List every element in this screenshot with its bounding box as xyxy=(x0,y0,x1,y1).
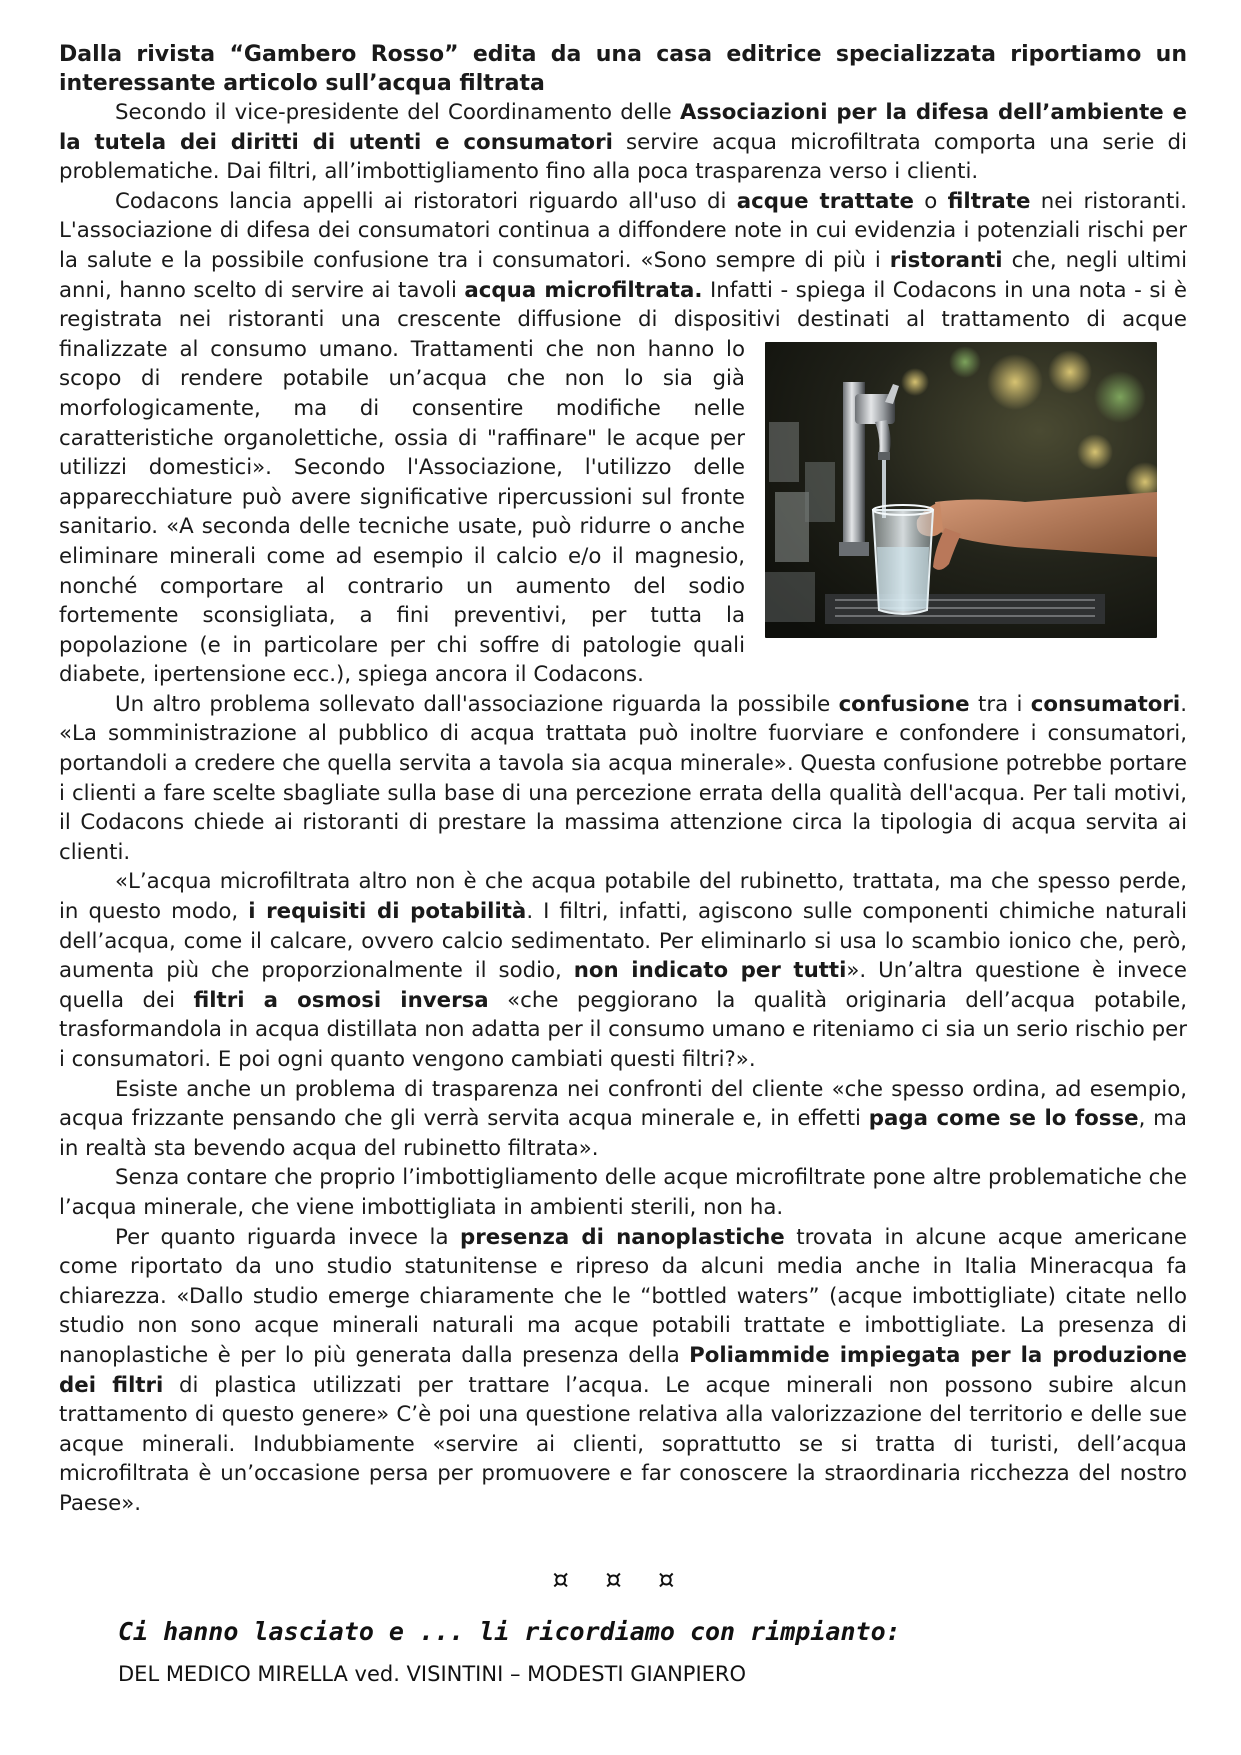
bold-emphasis: filtrate xyxy=(947,188,1031,214)
paragraph: Codacons lancia appelli ai ristoratori riguardo all'uso di acque trattate o filtrate nei ristoranti. L'associazione di difesa dei consumatori continua a diffondere note in cui evidenzia i potenziali rischi per la salute e la possibile confusione tra i consumatori. «Sono sempre di più i ristoranti che, negli ultimi anni, hanno scelto di servire ai tavoli acqua microfiltrata. Infatti - spiega il Codacons in una nota - si è registrata nei ristoranti una crescente diffusione di dispositivi destinati al trattamento di acque finalizzate al consumo umano. Trattamenti che non hanno lo scopo di rendere potabile un’acqua che non lo sia già morfologicamente, ma di consentire modifiche nelle caratteristiche organolettiche, ossia di "raffinare" le acque per utilizzi domestici». Secondo l'Associazione, l'utilizzo delle apparecchiature può avere significative ripercussioni sul fronte sanitario. «A seconda delle tecniche usate, può ridurre o anche eliminare minerali come ad esempio il calcio e/o il magnesio, nonché comportare al contrario un aumento del sodio fortemente sconsigliata, a fini preventivi, per tutta la popolazione (e in particolare per chi soffre di patologie quali diabete, ipertensione ecc.), spiega ancora il Codacons. xyxy=(59,188,1188,688)
article-headline: Dalla rivista “Gambero Rosso” edita da una casa editrice specializzata riportiamo un interessante articolo sull’acqua filtrata xyxy=(59,42,1187,96)
bold-emphasis: paga come se lo fosse xyxy=(868,1106,1139,1132)
memorial-names: DEL MEDICO MIRELLA ved. VISINTINI – MODESTI GIANPIERO xyxy=(118,1662,747,1686)
article xyxy=(59,40,1187,1519)
tap-water-photo xyxy=(765,342,1157,638)
bold-emphasis: Poliammide impiegata per la produzione dei filtri xyxy=(59,1342,1188,1398)
paragraph: Per quanto riguarda invece la presenza di nanoplastiche trovata in alcune acque americane come riportato da uno studio statunitense e ripreso da alcuni media anche in Italia Mineracqua fa chiarezza. «Dallo studio emerge chiaramente che le “bottled waters” (acque imbottigliate) citate nello studio non sono acque minerali naturali ma acque potabili trattate e imbottigliate. La presenza di nanoplastiche è per lo più generata dalla presenza della Poliammide impiegata per la produzione dei filtri di plastica utilizzati per trattare l’acqua. Le acque minerali non possono subire alcun trattamento di questo genere» C’è poi una questione relativa alla valorizzazione del territorio e delle sue acque minerali. Indubbiamente «servire ai clienti, soprattutto se si tratta di turisti, dell’acqua microfiltrata è un’occasione persa per promuovere e far conoscere la straordinaria ricchezza del nostro Paese». xyxy=(59,1224,1188,1516)
bold-emphasis: consumatori xyxy=(1030,691,1181,717)
bold-emphasis: presenza di nanoplastiche xyxy=(460,1224,785,1250)
bold-emphasis: Associazioni per la difesa dell’ambiente e la tutela dei diritti di utenti e consumatori xyxy=(59,100,1187,155)
paragraph: «L’acqua microfiltrata altro non è che acqua potabile del rubinetto, trattata, ma che spesso perde, in questo modo, i requisiti di potabilità. I filtri, infatti, agiscono sulle componenti chimiche naturali dell’acqua, come il calcare, ovvero calcio sedimentato. Per eliminarlo si usa lo scambio ionico che, però, aumenta più che proporzionalmente il sodio, non indicato per tutti». Un’altra questione è invece quella dei filtri a osmosi inversa «che peggiorano la qualità originaria dell’acqua potabile, trasformandola in acqua distillata non adatta per il consumo umano e riteniamo ci sia un serio rischio per i consumatori. E poi ogni quanto vengono cambiati questi filtri?». xyxy=(59,869,1187,1072)
memorial-title: Ci hanno lasciato e ... li ricordiamo con rimpianto: xyxy=(118,1617,901,1646)
bold-emphasis: non indicato per tutti xyxy=(573,958,847,984)
bold-emphasis: ristoranti xyxy=(889,247,1003,273)
paragraph: Senza contare che proprio l’imbottigliamento delle acque microfiltrate pone altre problematiche che l’acqua minerale, che viene imbottigliata in ambienti sterili, non ha. xyxy=(59,1165,1187,1220)
bold-emphasis: i requisiti di potabilità xyxy=(248,899,527,925)
paragraph: Esiste anche un problema di trasparenza nei confronti del cliente «che spesso ordina, ad esempio, acqua frizzante pensando che gli verrà servita acqua minerale e, in effetti paga come se lo fosse, ma in realtà sta bevendo acqua del rubinetto filtrata». xyxy=(59,1076,1187,1161)
section-separator: ¤ ¤ ¤ xyxy=(552,1565,689,1595)
bold-emphasis: filtri a osmosi inversa xyxy=(193,987,489,1013)
paragraph: Un altro problema sollevato dall'associazione riguarda la possibile confusione tra i consumatori. «La somministrazione al pubblico di acqua trattata può inoltre fuorviare e confondere i consumatori, portandoli a credere che quella servita a tavola sia acqua minerale». Questa confusione potrebbe portare i clienti a fare scelte sbagliate sulla base di una percezione errata della qualità dell'acqua. Per tali motivi, il Codacons chiede ai ristoranti di prestare la massima attenzione circa la tipologia di acqua servita ai clienti. xyxy=(59,691,1187,865)
bold-emphasis: acqua microfiltrata. xyxy=(464,277,703,303)
bold-emphasis: acque trattate xyxy=(736,188,914,214)
bold-emphasis: confusione xyxy=(838,691,970,717)
paragraph: Secondo il vice-presidente del Coordinamento delle Associazioni per la difesa dell’ambiente e la tutela dei diritti di utenti e consumatori servire acqua microfiltrata comporta una serie di problematiche. Dai filtri, all’imbottigliamento fino alla poca trasparenza verso i clienti. xyxy=(59,100,1187,185)
